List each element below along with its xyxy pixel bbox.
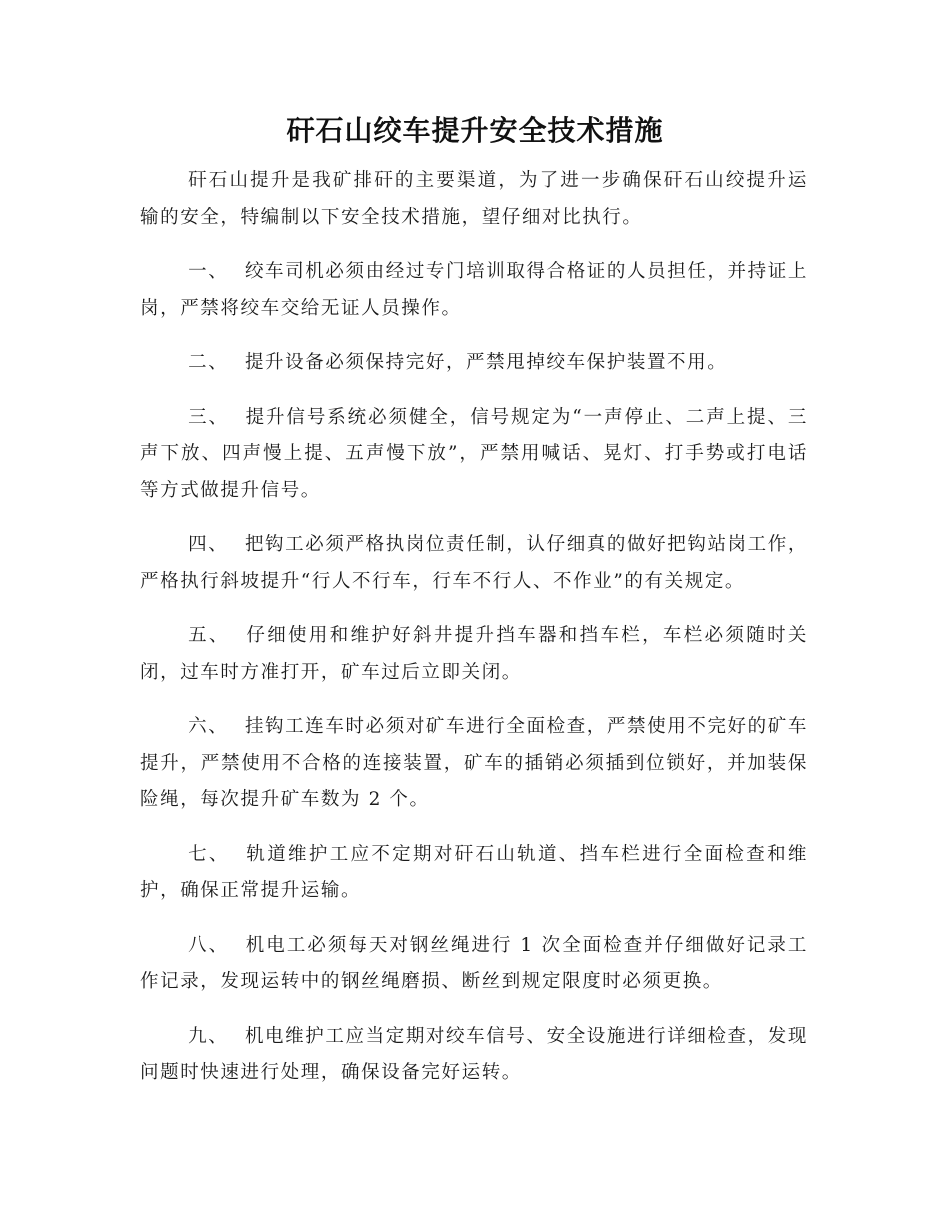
clause-number: 二、 (188, 352, 229, 373)
clause-number: 五、 (188, 625, 230, 646)
clause-number: 七、 (188, 843, 230, 865)
clause-7 (140, 837, 808, 910)
clause-2 (140, 345, 808, 382)
clause-text: 绞车司机必须由经过专门培训取得合格证的人员担任，并持证上岗，严禁将绞车交给无证人员操作。 (140, 261, 808, 319)
clause-number: 九、 (188, 1025, 229, 1047)
clause-text: 提升设备必须保持完好，严禁甩掉绞车保护装置不用。 (244, 352, 728, 373)
intro-paragraph: 矸石山提升是我矿排矸的主要渠道，为了进一步确保矸石山绞提升运输的安全，特编制以下安全技术措施，望仔细对比执行。 (140, 170, 808, 228)
document-body (140, 163, 808, 1110)
clause-number: 四、 (188, 534, 229, 555)
clause-9 (140, 1019, 808, 1092)
clause-5 (140, 618, 808, 691)
clause-text: 提升信号系统必须健全，信号规定为“一声停止、二声上提、三声下放、四声慢上提、五声慢下放”，严禁用喊话、晃灯、打手势或打电话等方式做提升信号。 (140, 406, 808, 501)
clause-number: 八、 (188, 934, 230, 956)
clause-number: 六、 (188, 716, 229, 737)
clause-3 (140, 400, 808, 510)
clause-text: 挂钩工连车时必须对矿车进行全面检查，严禁使用不完好的矿车提升，严禁使用不合格的连接装置，矿车的插销必须插到位锁好，并加装保险绳，每次提升矿车数为 2 个。 (140, 716, 808, 810)
clause-text: 轨道维护工应不定期对矸石山轨道、挡车栏进行全面检查和维护，确保正常提升运输。 (140, 843, 808, 901)
clause-8 (140, 928, 808, 1001)
clause-1 (140, 254, 808, 327)
document-title: 矸石山绞车提升安全技术措施 (286, 114, 664, 147)
clause-text: 仔细使用和维护好斜井提升挡车器和挡车栏，车栏必须随时关闭，过车时方准打开，矿车过后立即关闭。 (140, 625, 808, 683)
clause-number: 一、 (188, 261, 229, 282)
clause-text: 机电维护工应当定期对绞车信号、安全设施进行详细检查，发现问题时快速进行处理，确保设备完好运转。 (140, 1025, 808, 1083)
clause-4 (140, 527, 808, 600)
clause-number: 三、 (188, 406, 229, 428)
clause-text: 把钩工必须严格执岗位责任制，认仔细真的做好把钩站岗工作，严格执行斜坡提升“行人不行车，行车不行人、不作业”的有关规定。 (140, 534, 808, 592)
clause-6 (140, 709, 808, 819)
clause-text: 机电工必须每天对钢丝绳进行 1 次全面检查并仔细做好记录工作记录，发现运转中的钢丝绳磨损、断丝到规定限度时必须更换。 (140, 934, 809, 992)
